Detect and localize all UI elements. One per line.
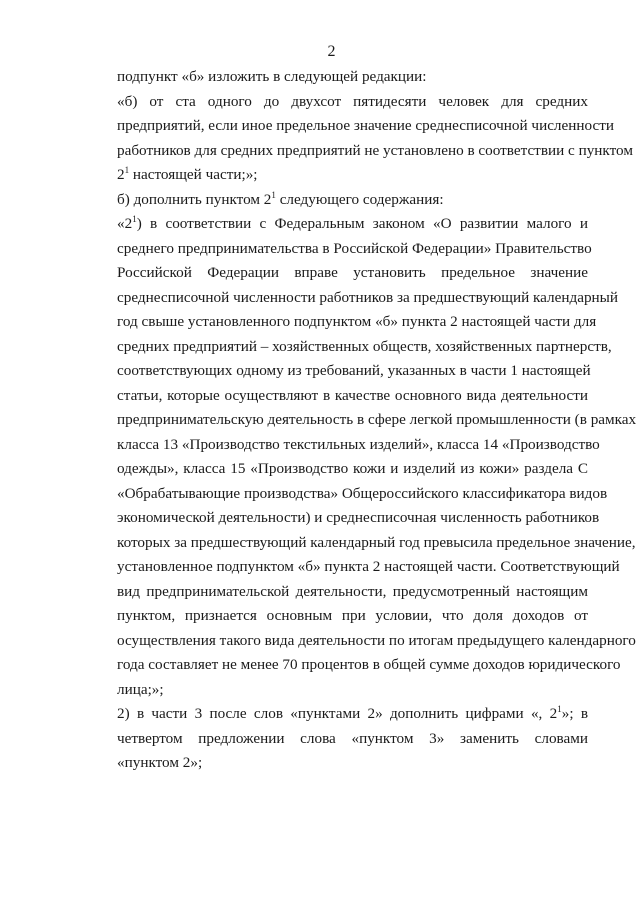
text-run: 2) в части 3 после слов «пунктами 2» дополнить цифрами «, 2 xyxy=(117,705,558,722)
text-line: «б) от ста одного до двухсот пятидесяти человек для средних xyxy=(117,92,588,110)
text-line: класса 13 «Производство текстильных изделий», класса 14 «Производство xyxy=(117,435,600,453)
text-line xyxy=(75,188,588,213)
text-line: соответствующих одному из требований, указанных в части 1 настоящей xyxy=(117,362,591,379)
text-line: пунктом, признается основным при условии, что доля доходов от xyxy=(117,607,588,624)
text-run: следующего содержания: xyxy=(275,190,444,208)
text-line: лица;»; xyxy=(117,680,164,698)
text-line: вид предпринимательской деятельности, предусмотренный настоящим xyxy=(117,582,588,600)
paragraph-p4 xyxy=(75,212,637,702)
text-line xyxy=(75,702,588,727)
text-line: экономической деятельности) и среднесписочная численность работников xyxy=(117,509,600,526)
text-line: предпринимательскую деятельность в сфере легкой промышленности (в рамках xyxy=(117,411,637,428)
superscript: 1 xyxy=(124,165,130,175)
text-line: год свыше установленного подпунктом «б» пункта 2 настоящей части для xyxy=(117,313,597,330)
text-line: подпункт «б» изложить в следующей редакции: xyxy=(117,68,427,85)
text-line: среднесписочной численности работников за предшествующий календарный xyxy=(117,288,618,306)
text-run: настоящей части;»; xyxy=(129,166,258,183)
text-run: б) дополнить пунктом 2 xyxy=(117,190,272,208)
paragraph-p5 xyxy=(75,702,588,776)
text-line: установленное подпунктом «б» пункта 2 настоящей части. Соответствующий xyxy=(117,558,620,575)
paragraph-p1 xyxy=(75,65,588,90)
superscript: 1 xyxy=(271,189,276,200)
text-line xyxy=(75,212,588,237)
text-line: года составляет не менее 70 процентов в общей сумме доходов юридического xyxy=(117,656,621,673)
text-run: «2 xyxy=(117,215,133,232)
text-line: осуществления такого вида деятельности по итогам предыдущего календарного xyxy=(117,631,636,649)
text-run: »; в xyxy=(561,705,588,722)
paragraph-p2 xyxy=(75,90,633,188)
text-line: Российской Федерации вправе установить предельное значение xyxy=(117,264,588,281)
page-number: 2 xyxy=(327,43,336,60)
text-line: средних предприятий – хозяйственных обществ, хозяйственных партнерств, xyxy=(117,337,612,355)
text-line: статьи, которые осуществляют в качестве основного вида деятельности xyxy=(117,386,588,404)
text-line: работников для средних предприятий не установлено в соответствии с пунктом xyxy=(117,141,633,159)
document-body xyxy=(75,65,637,776)
text-line: «Обрабатывающие производства» Общероссийского классификатора видов xyxy=(117,484,608,502)
text-line: «пунктом 2»; xyxy=(117,754,203,771)
text-line: одежды», класса 15 «Производство кожи и изделий из кожи» раздела С xyxy=(117,460,588,477)
text-line: которых за предшествующий календарный год превысила предельное значение, xyxy=(117,533,636,551)
text-line: предприятий, если иное предельное значение среднесписочной численности xyxy=(117,117,614,134)
superscript: 1 xyxy=(557,704,562,714)
superscript: 1 xyxy=(132,214,137,224)
text-line: среднего предпринимательства в Российской Федерации» Правительство xyxy=(117,239,592,257)
paragraph-p3 xyxy=(75,188,588,213)
text-run: 2 xyxy=(117,166,125,183)
text-line xyxy=(75,163,588,188)
text-line: четвертом предложении слова «пунктом 3» заменить словами xyxy=(117,729,588,747)
text-run: ) в соответствии с Федеральным законом «О развитии малого и xyxy=(136,215,588,232)
